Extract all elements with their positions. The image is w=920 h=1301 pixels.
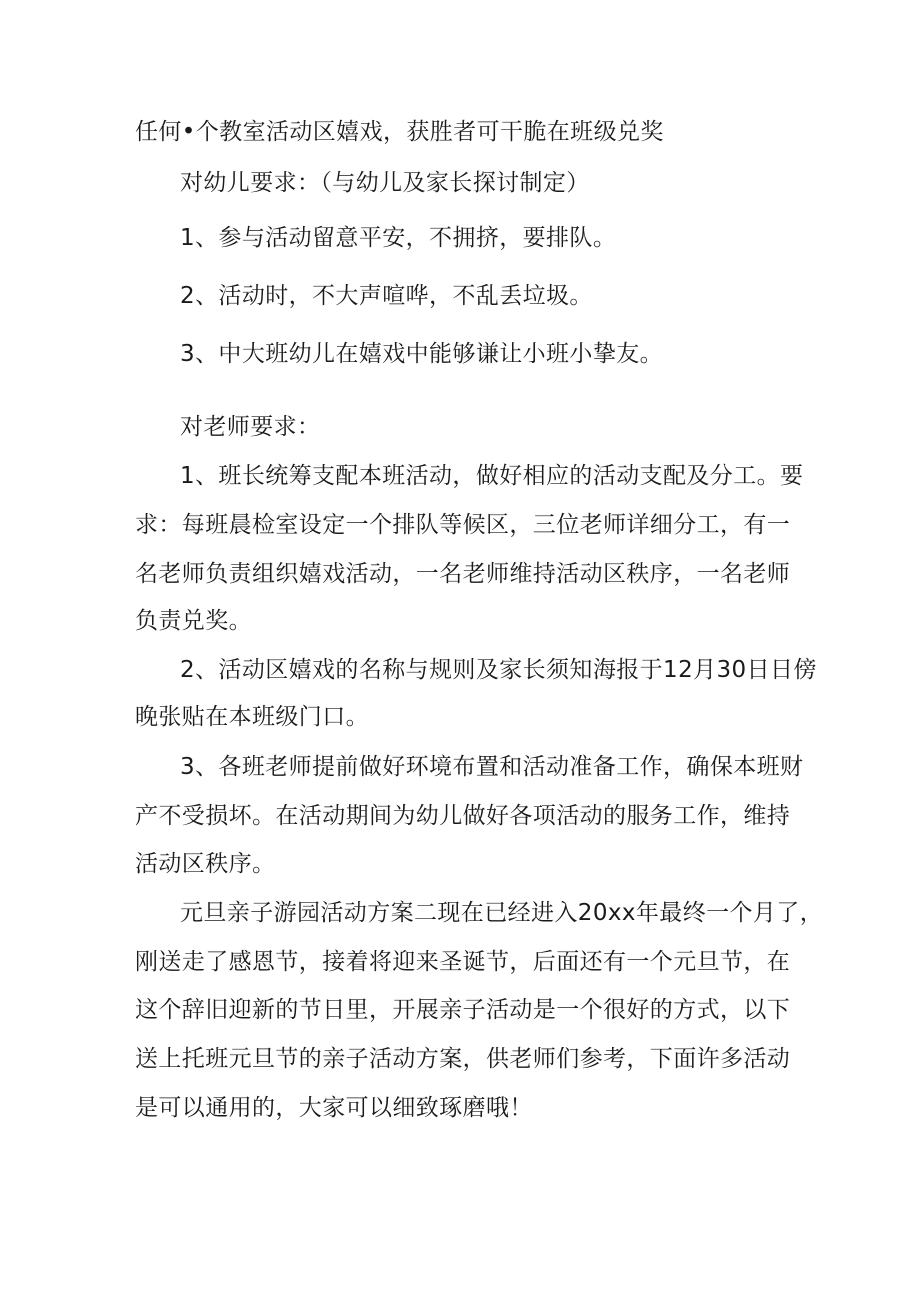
list-item: 3、中大班幼儿在嬉戏中能够谦让小班小挚友。 <box>180 341 664 367</box>
paragraph-line: 晚张贴在本班级门口。 <box>135 704 369 730</box>
list-item: 2、活动时，不大声喧哗，不乱丢垃圾。 <box>180 283 593 309</box>
paragraph-line: 名老师负责组织嬉戏活动，一名老师维持活动区秩序，一名老师 <box>135 561 791 587</box>
section-heading-children-requirements: 对幼儿要求：（与幼儿及家长探讨制定） <box>180 170 590 196</box>
paragraph-line: 3、各班老师提前做好环境布置和活动准备工作，确保本班财 <box>180 754 804 780</box>
paragraph-line: 送上托班元旦节的亲子活动方案，供老师们参考，下面许多活动 <box>135 1046 791 1072</box>
paragraph-line: 这个辞旧迎新的节日里，开展亲子活动是一个很好的方式，以下 <box>135 997 791 1023</box>
section-heading-teacher-requirements: 对老师要求： <box>180 414 321 440</box>
paragraph-line: 活动区秩序。 <box>135 851 276 877</box>
list-item: 1、参与活动留意平安，不拥挤，要排队。 <box>180 225 617 251</box>
paragraph-line: 是可以通用的，大家可以细致琢磨哦！ <box>135 1095 533 1121</box>
paragraph-line: 元旦亲子游园活动方案二现在已经进入20xx年最终一个月了， <box>180 900 824 926</box>
paragraph-line: 求：每班晨检室设定一个排队等候区，三位老师详细分工，有一 <box>135 512 791 538</box>
paragraph-line: 1、班长统筹支配本班活动，做好相应的活动支配及分工。要 <box>180 463 804 489</box>
paragraph-line: 产不受损坏。在活动期间为幼儿做好各项活动的服务工作，维持 <box>135 803 791 829</box>
paragraph-line: 任何•个教室活动区嬉戏，获胜者可干脆在班级兑奖 <box>135 119 664 145</box>
paragraph-line: 刚送走了感恩节，接着将迎来圣诞节，后面还有一个元旦节，在 <box>135 949 791 975</box>
paragraph-line: 负责兑奖。 <box>135 608 252 634</box>
paragraph-line: 2、活动区嬉戏的名称与规则及家长须知海报于12月30日日傍 <box>180 657 817 683</box>
